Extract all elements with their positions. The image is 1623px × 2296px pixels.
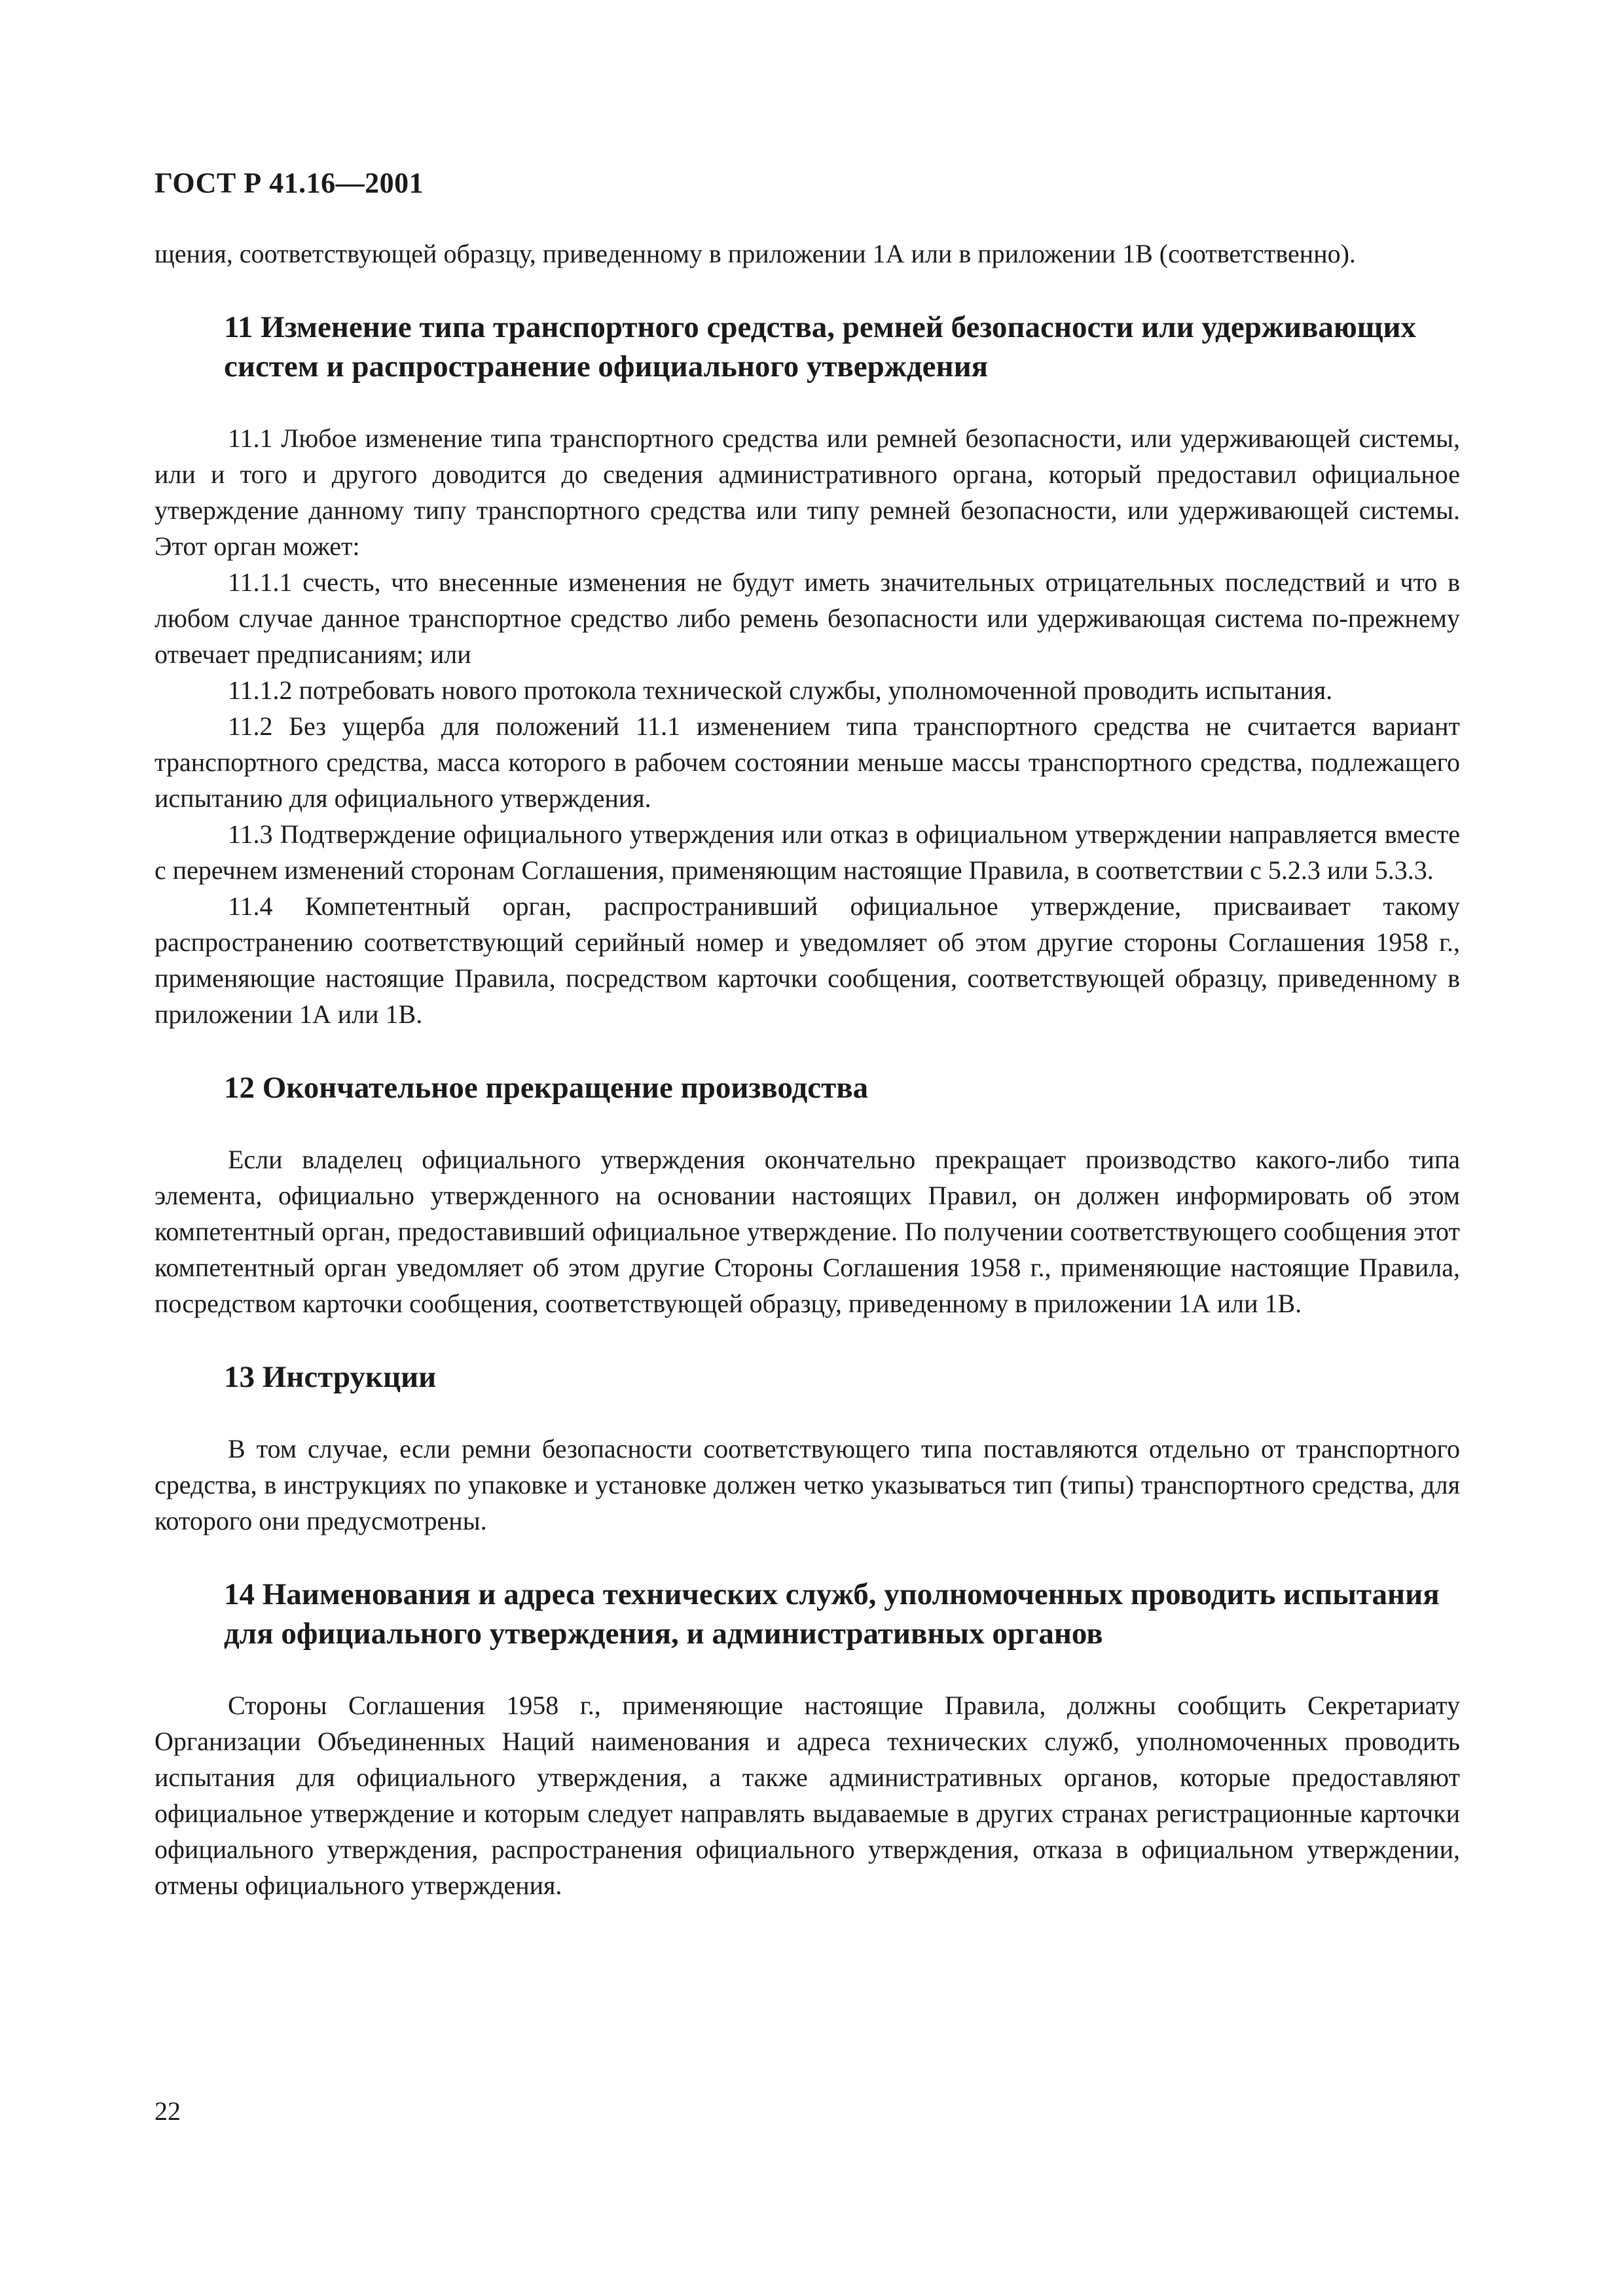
- section-11-paragraph-1: 11.1 Любое изменение типа транспортного средства или ремней безопасности, или удерживающей системы, или и того и другого доводится до сведения административного органа, который предоставил официальное утверждение данному типу транспортного средства или типу ремней безопасности, или удерживающей системы. Этот орган может:: [155, 423, 1460, 561]
- section-11-paragraph-6: 11.4 Компетентный орган, распространивший официальное утверждение, присваивает такому распространению соответствующий серийный номер и уведомляет об этом другие стороны Соглашения 1958 г., применяющие настоящие Правила, посредством карточки сообщения, соответствующей образцу, приведенному в приложении 1А или 1В.: [155, 891, 1460, 1029]
- section-14-title: 14 Наименования и адреса технических служб, уполномоченных проводить испытания для официального утверждения, и административных органов: [224, 1577, 1440, 1651]
- section-13-title: 13 Инструкции: [224, 1360, 437, 1394]
- section-12-title: 12 Окончательное прекращение производства: [224, 1071, 869, 1105]
- section-11-paragraph-2: 11.1.1 счесть, что внесенные изменения не будут иметь значительных отрицательных последствий и что в любом случае данное транспортное средство либо ремень безопасности или удерживающая система по-прежнему отвечает предписаниям; или: [155, 567, 1460, 669]
- section-11-paragraph-3: 11.1.2 потребовать нового протокола технической службы, уполномоченной проводить испытания.: [228, 675, 1333, 705]
- section-11-paragraph-4: 11.2 Без ущерба для положений 11.1 изменением типа транспортного средства не считается вариант транспортного средства, масса которого в рабочем состоянии меньше массы транспортного средства, подлежащего испытанию для официального утверждения.: [155, 711, 1460, 813]
- section-11-paragraph-5: 11.3 Подтверждение официального утверждения или отказ в официальном утверждении направляется вместе с перечнем изменений сторонам Соглашения, применяющим настоящие Правила, в соответствии с 5.2.3 или 5.3.3.: [155, 819, 1460, 885]
- section-14-paragraph-1: Стороны Соглашения 1958 г., применяющие настоящие Правила, должны сообщить Секретариату Организации Объединенных Наций наименования и адреса технических служб, уполномоченных проводить испытания для официального утверждения, а также административных органов, которые предоставляют официальное утверждение и которым следует направлять выдаваемые в других странах регистрационные карточки официального утверждения, распространения официального утверждения, отказа в официальном утверждении, отмены официального утверждения.: [155, 1691, 1460, 1900]
- section-13-paragraph-1: В том случае, если ремни безопасности соответствующего типа поставляются отдельно от транспортного средства, в инструкциях по упаковке и установке должен четко указываться тип (типы) транспортного средства, для которого они предусмотрены.: [155, 1434, 1460, 1535]
- document-header: ГОСТ Р 41.16—2001: [155, 167, 424, 199]
- section-11-title: 11 Изменение типа транспортного средства, ремней безопасности или удерживающих систем и распространение официального утверждения: [224, 310, 1417, 384]
- continuation-paragraph: щения, соответствующей образцу, приведенному в приложении 1А или в приложении 1В (соответственно).: [155, 239, 1356, 268]
- page-content: [155, 236, 1460, 1903]
- section-12-paragraph-1: Если владелец официального утверждения окончательно прекращает производство какого-либо типа элемента, официально утвержденного на основании настоящих Правил, он должен информировать об этом компетентный орган, предоставивший официальное утверждение. По получении соответствующего сообщения этот компетентный орган уведомляет об этом другие Стороны Соглашения 1958 г., применяющие настоящие Правила, посредством карточки сообщения, соответствующей образцу, приведенному в приложении 1А или 1В.: [155, 1145, 1460, 1318]
- page-number: 22: [155, 2096, 181, 2126]
